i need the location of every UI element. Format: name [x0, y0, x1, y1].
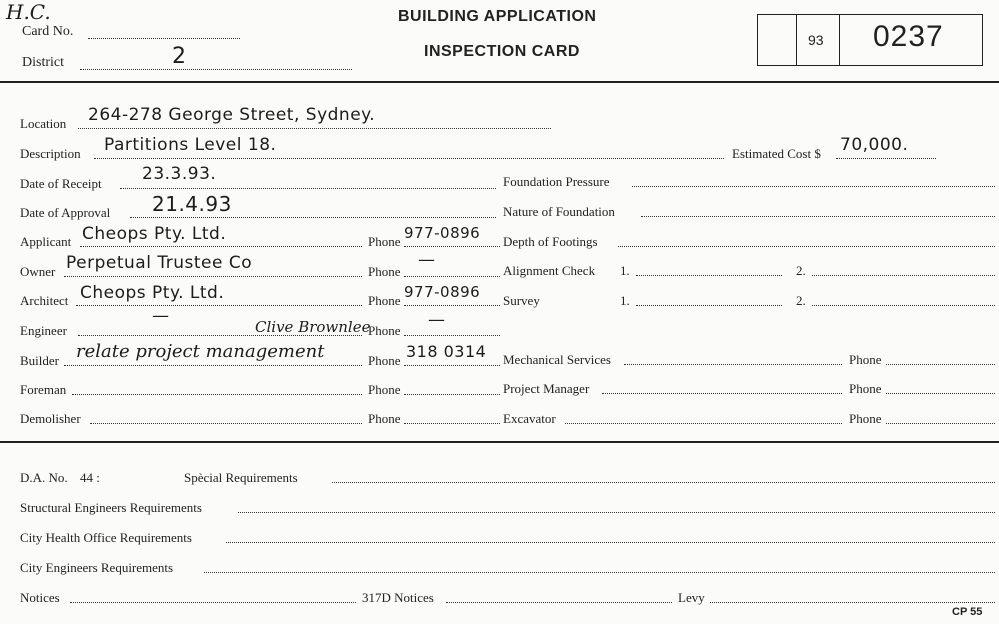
description-field[interactable] — [94, 158, 724, 159]
levy-label: Levy — [678, 590, 705, 605]
demolisher-phone-field[interactable] — [404, 423, 500, 424]
engineer-value: — — [152, 306, 170, 326]
excavator-phone-label: Phone — [849, 411, 882, 426]
date-receipt-field[interactable] — [120, 188, 496, 189]
survey-2-label: 2. — [796, 293, 806, 308]
structural-requirements-label: Structural Engineers Requirements — [20, 500, 202, 515]
builder-phone-value: 318 0314 — [406, 342, 487, 361]
builder-label: Builder — [20, 353, 59, 368]
district-label: District — [22, 55, 64, 70]
depth-footings-label: Depth of Footings — [503, 234, 598, 249]
engineer-phone-label: Phone — [368, 323, 401, 338]
requirements-divider — [0, 441, 999, 443]
date-receipt-label: Date of Receipt — [20, 176, 102, 191]
architect-phone-value: 977-0896 — [404, 283, 481, 301]
da-no-value: 44 : — [80, 470, 100, 485]
levy-field[interactable] — [710, 602, 995, 603]
date-receipt-value: 23.3.93. — [142, 164, 217, 184]
project-manager-field[interactable] — [602, 393, 842, 394]
card-number-box — [757, 14, 983, 66]
card-no-label: Card No. — [22, 24, 74, 39]
location-label: Location — [20, 116, 67, 131]
card-box-divider-1 — [796, 14, 797, 66]
alignment-2-field[interactable] — [812, 275, 995, 276]
special-requirements-field[interactable] — [332, 482, 995, 483]
architect-label: Architect — [20, 293, 69, 308]
builder-value: relate project management — [76, 341, 325, 362]
date-approval-field[interactable] — [130, 217, 496, 218]
depth-footings-field[interactable] — [618, 246, 995, 247]
architect-field[interactable] — [76, 305, 362, 306]
mechanical-field[interactable] — [624, 364, 842, 365]
card-year: 93 — [808, 32, 824, 48]
notices-317d-label: 317D Notices — [362, 590, 434, 605]
notices-field[interactable] — [70, 602, 356, 603]
alignment-1-field[interactable] — [636, 275, 782, 276]
owner-phone-value: — — [418, 250, 436, 270]
mechanical-phone-label: Phone — [849, 352, 882, 367]
project-manager-label: Project Manager — [503, 381, 590, 396]
demolisher-label: Demolisher — [20, 411, 81, 426]
builder-phone-label: Phone — [368, 353, 401, 368]
survey-2-field[interactable] — [812, 305, 995, 306]
owner-label: Owner — [20, 264, 56, 279]
applicant-phone-value: 977-0896 — [404, 224, 481, 242]
excavator-phone-field[interactable] — [886, 423, 995, 424]
form-code: CP 55 — [952, 606, 983, 618]
engineer-phone-field[interactable] — [404, 335, 500, 336]
district-field[interactable] — [80, 69, 352, 70]
survey-1-field[interactable] — [636, 305, 782, 306]
description-label: Description — [20, 146, 81, 161]
demolisher-phone-label: Phone — [368, 411, 401, 426]
demolisher-field[interactable] — [90, 423, 362, 424]
survey-label: Survey — [503, 293, 540, 308]
date-approval-value: 21.4.93 — [152, 192, 232, 216]
applicant-label: Applicant — [20, 234, 72, 249]
health-requirements-field[interactable] — [226, 542, 995, 543]
hc-mark: H.C. — [6, 0, 51, 24]
alignment-2-label: 2. — [796, 263, 806, 278]
alignment-check-label: Alignment Check — [503, 263, 596, 278]
estimated-cost-field[interactable] — [836, 158, 936, 159]
title-line1: BUILDING APPLICATION — [398, 8, 597, 25]
builder-phone-field[interactable] — [404, 365, 500, 366]
foreman-field[interactable] — [72, 394, 362, 395]
location-field[interactable] — [78, 128, 551, 129]
engineers-requirements-field[interactable] — [204, 572, 995, 573]
estimated-cost-value: 70,000. — [840, 135, 909, 155]
alignment-1-label: 1. — [620, 263, 630, 278]
foundation-pressure-field[interactable] — [632, 186, 995, 187]
foundation-pressure-label: Foundation Pressure — [503, 174, 610, 189]
applicant-field[interactable] — [80, 246, 362, 247]
card-box-divider-2 — [839, 14, 840, 66]
owner-phone-label: Phone — [368, 264, 401, 279]
engineer-note: Clive Brownlee — [255, 318, 371, 336]
structural-requirements-field[interactable] — [238, 512, 995, 513]
mechanical-phone-field[interactable] — [886, 364, 995, 365]
engineer-phone-value: — — [428, 310, 446, 330]
excavator-field[interactable] — [565, 423, 842, 424]
card-no-field[interactable] — [88, 38, 240, 39]
da-no-label: D.A. No. — [20, 470, 68, 485]
title-line2: INSPECTION CARD — [424, 43, 580, 60]
nature-foundation-label: Nature of Foundation — [503, 204, 615, 219]
owner-phone-field[interactable] — [404, 276, 500, 277]
architect-value: Cheops Pty. Ltd. — [80, 283, 225, 303]
description-value: Partitions Level 18. — [104, 135, 277, 155]
location-value: 264-278 George Street, Sydney. — [88, 105, 376, 125]
applicant-phone-label: Phone — [368, 234, 401, 249]
architect-phone-field[interactable] — [404, 305, 500, 306]
special-requirements-label: Spècial Requirements — [184, 470, 298, 485]
district-value: 2 — [172, 44, 187, 69]
owner-value: Perpetual Trustee Co — [66, 253, 253, 273]
applicant-value: Cheops Pty. Ltd. — [82, 224, 227, 244]
health-requirements-label: City Health Office Requirements — [20, 530, 192, 545]
project-manager-phone-field[interactable] — [886, 393, 995, 394]
estimated-cost-label: Estimated Cost $ — [732, 146, 821, 161]
notices-317d-field[interactable] — [446, 602, 672, 603]
foreman-phone-label: Phone — [368, 382, 401, 397]
engineer-label: Engineer — [20, 323, 67, 338]
architect-phone-label: Phone — [368, 293, 401, 308]
date-approval-label: Date of Approval — [20, 205, 111, 220]
builder-field[interactable] — [64, 365, 362, 366]
card-number: 0237 — [873, 20, 944, 53]
nature-foundation-field[interactable] — [641, 216, 995, 217]
survey-1-label: 1. — [620, 293, 630, 308]
project-manager-phone-label: Phone — [849, 381, 882, 396]
engineers-requirements-label: City Engineers Requirements — [20, 560, 174, 575]
mechanical-label: Mechanical Services — [503, 352, 611, 367]
notices-label: Notices — [20, 590, 60, 605]
foreman-phone-field[interactable] — [404, 394, 500, 395]
owner-field[interactable] — [64, 276, 362, 277]
applicant-phone-field[interactable] — [404, 246, 500, 247]
foreman-label: Foreman — [20, 382, 67, 397]
header-divider — [0, 81, 999, 83]
excavator-label: Excavator — [503, 411, 556, 426]
